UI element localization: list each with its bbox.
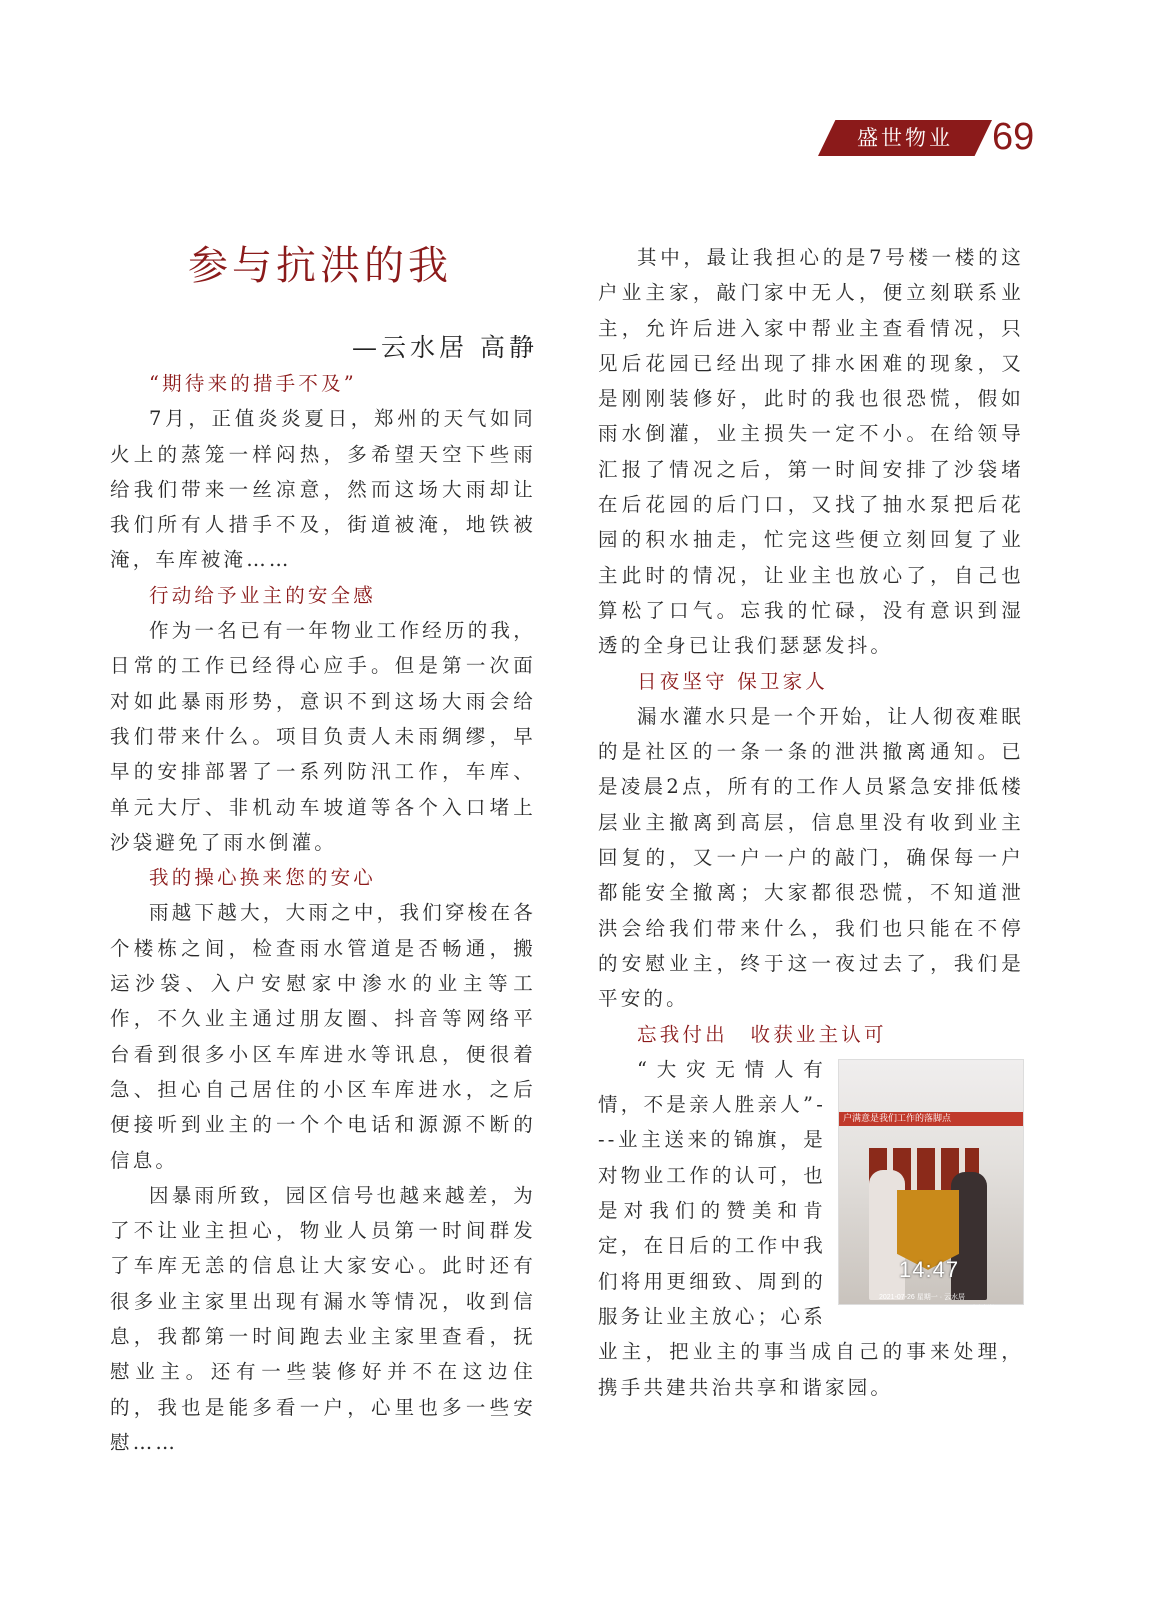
paragraph: 7月，正值炎炎夏日，郑州的天气如同火上的蒸笼一样闷热，多希望天空下些雨给我们带来一丝凉意，然而这场大雨却让我们所有人措手不及，街道被淹，地铁被淹，车库被淹…… — [110, 407, 536, 572]
subheading: 我的操心换来您的安心 — [149, 866, 377, 890]
left-column — [110, 366, 536, 1460]
subheading: 行动给予业主的安全感 — [149, 583, 377, 607]
photo-timestamp: 14:47 — [899, 1256, 960, 1282]
paragraph: “大灾无情人有情，不是亲人胜亲人”---业主送来的锦旗，是对物业工作的认可，也是对我们的赞美和肯定，在日后的工作中我们将用更细致、周到的服务让业主放心；心系业主，把业主的事当成自己的事来处理，携手共建共治共享和谐家园。 — [598, 1057, 1024, 1399]
photo-date: 2021-07-26 星期一 · 云水居 — [879, 1293, 965, 1301]
photo-banner — [839, 1112, 1023, 1126]
photo-app-watermark: 水印相机 — [971, 1305, 996, 1312]
paragraph: 其中，最让我担心的是7号楼一楼的这户业主家，敲门家中无人，便立刻联系业主，允许后进入家中帮业主查看情况，只见后花园已经出现了排水困难的现象，又是刚刚装修好，此时的我也很恐慌，假如雨水倒灌，业主损失一定不小。在给领导汇报了情况之后，第一时间安排了沙袋堵在后花园的后门口，又找了抽水泵把后花园的积水抽走，忙完这些便立刻回复了业主此时的情况，让业主也放心了，自己也算松了口气。忘我的忙碌，没有意识到湿透的全身已让我们瑟瑟发抖。 — [598, 246, 1024, 658]
page-number: 69 — [992, 116, 1035, 158]
article-title: 参与抗洪的我 — [188, 243, 452, 289]
article-byline: —云水居 高静 — [352, 333, 538, 362]
subheading: 忘我付出 收获业主认可 — [637, 1022, 887, 1046]
subheading: “期待来的措手不及” — [149, 372, 357, 395]
right-column — [598, 240, 1024, 1405]
banner-photo — [838, 1059, 1024, 1312]
subheading: 日夜坚守 保卫家人 — [637, 669, 828, 693]
paragraph: 漏水灌水只是一个开始，让人彻夜难眠的是社区的一条一条的泄洪撤离通知。已是凌晨2点，所有的工作人员紧急安排低楼层业主撤离到高层，信息里没有收到业主回复的，又一户一户的敲门，确保每一户都能安全撤离；大家都很恐慌，不知道泄洪会给我们带来什么，我们也只能在不停的安慰业主，终于这一夜过去了，我们是平安的。 — [598, 704, 1024, 1011]
photo-banner-text: 户满意是我们工作的落脚点 — [843, 1113, 952, 1124]
paragraph: 因暴雨所致，园区信号也越来越差，为了不让业主担心，物业人员第一时间群发了车库无恙的信息让大家安心。此时还有很多业主家里出现有漏水等情况，收到信息，我都第一时间跑去业主家里查看，抚慰业主。还有一些装修好并不在这边住的，我也是能多看一户，心里也多一些安慰…… — [110, 1183, 536, 1454]
paragraph: 作为一名已有一年物业工作经历的我，日常的工作已经得心应手。但是第一次面对如此暴雨形势，意识不到这场大雨会给我们带来什么。项目负责人未雨绸缪，早早的安排部署了一系列防汛工作，车库、单元大厅、非机动车坡道等各个入口堵上沙袋避免了雨水倒灌。 — [110, 619, 536, 854]
section-label: 盛世物业 — [857, 126, 953, 150]
paragraph: 雨越下越大，大雨之中，我们穿梭在各个楼栋之间，检查雨水管道是否畅通，搬运沙袋、入户安慰家中渗水的业主等工作，不久业主通过朋友圈、抖音等网络平台看到很多小区车库进水等讯息，便很着急、担心自己居住的小区车库进水，之后便接听到业主的一个个电话和源源不断的信息。 — [110, 901, 536, 1172]
